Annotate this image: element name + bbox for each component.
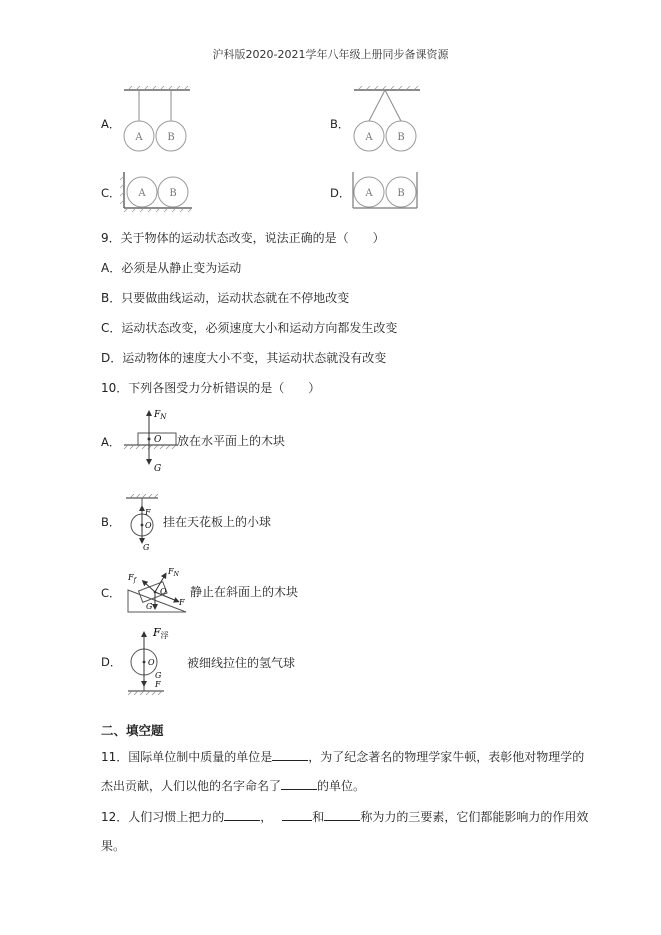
ball-b-label: B [397,188,405,199]
center-dot [141,524,144,527]
q8-option-a-label: A． [101,117,121,131]
q8-option-c-label: C． [101,186,121,200]
q10-figure-a [120,402,180,476]
o-label: O [145,521,152,530]
o-label: O [160,587,167,596]
q12-blank-1[interactable] [224,809,260,821]
q10-option-b-caption: 挂在天花板上的小球 [163,515,272,529]
f-label: F [179,598,185,607]
q8-figure-d [348,170,428,214]
f-label: F [145,508,151,517]
q10-stem: 10．下列各图受力分析错误的是（ ） [101,381,321,395]
center-dot [143,661,146,664]
ball-a-label: A [365,188,373,199]
ff-label: $F_f$ [128,573,136,584]
f-label: F [155,680,161,689]
q12-line-2: 果。 [101,839,126,853]
q12-blank-3[interactable] [324,809,360,821]
q12-line-1: 12．人们习惯上把力的 ， 和 称为力的三要素，它们都能影响力的作用效 [101,810,589,824]
page-header: 沪科版2020-2021学年八年级上册同步备课资源 [212,48,449,61]
ground-hatch [124,445,176,449]
q10-option-a-caption: 放在水平面上的木块 [177,434,286,448]
g-label: G [146,602,153,611]
q12-blank-2[interactable] [282,809,312,821]
o-label: O [148,658,155,667]
center-dot [148,438,151,441]
q10-option-b-label: B． [101,515,121,529]
friction-arrow [144,582,155,592]
ball-a-label: A [138,188,146,199]
q10-figure-c [124,564,190,614]
g-label: G [155,671,162,680]
ffu-label: F浮 [153,626,169,640]
fn-label: $F_N$ [154,410,167,421]
section-title: 二、填空题 [101,723,164,738]
q9-option-d: D．运动物体的速度大小不变，其运动状态就没有改变 [101,351,387,365]
q9-option-c: C．运动状态改变，必须速度大小和运动方向都发生改变 [101,321,398,335]
q8-option-d-label: D． [330,186,351,200]
q10-figure-d [124,624,186,698]
q10-option-c-caption: 静止在斜面上的木块 [190,585,299,599]
string-a [369,90,385,121]
ball-a-label: A [365,132,373,143]
q11-line-1: 11．国际单位制中质量的单位是 ，为了纪念著名的物理学家牛顿，表彰他对物理学的 [101,750,585,764]
q10-figure-b [122,494,162,552]
center-dot [154,591,157,594]
fn-label: $F_N$ [168,567,179,578]
q8-figure-a [118,86,198,158]
q9-option-b: B．只要做曲线运动，运动状态就在不停地改变 [101,291,350,305]
ball-b-label: B [397,132,405,143]
q8-option-b-label: B． [330,117,350,131]
q10-option-c-label: C． [101,586,121,600]
ball-b-label: B [167,132,175,143]
q11-line-2: 杰出贡献，人们以他的名字命名了 的单位。 [101,779,366,793]
string-b [385,90,401,121]
g-label: G [143,543,150,552]
ceiling-hatch [130,494,158,498]
q8-figure-b [348,86,428,158]
o-label: O [154,435,162,445]
q10-option-d-caption: 被细线拉住的氢气球 [187,656,296,670]
q8-figure-c [118,170,198,214]
q9-stem: 9．关于物体的运动状态改变，说法正确的是（ ） [101,231,385,245]
ball-a-label: A [135,132,143,143]
q10-option-a-label: A． [101,435,121,449]
q11-blank-2[interactable] [281,778,317,790]
g-label: G [154,464,162,474]
q10-option-d-label: D． [101,655,122,669]
ball-b-label: B [169,188,177,199]
q9-option-a: A．必须是从静止变为运动 [101,261,242,275]
q11-blank-1[interactable] [272,749,308,761]
